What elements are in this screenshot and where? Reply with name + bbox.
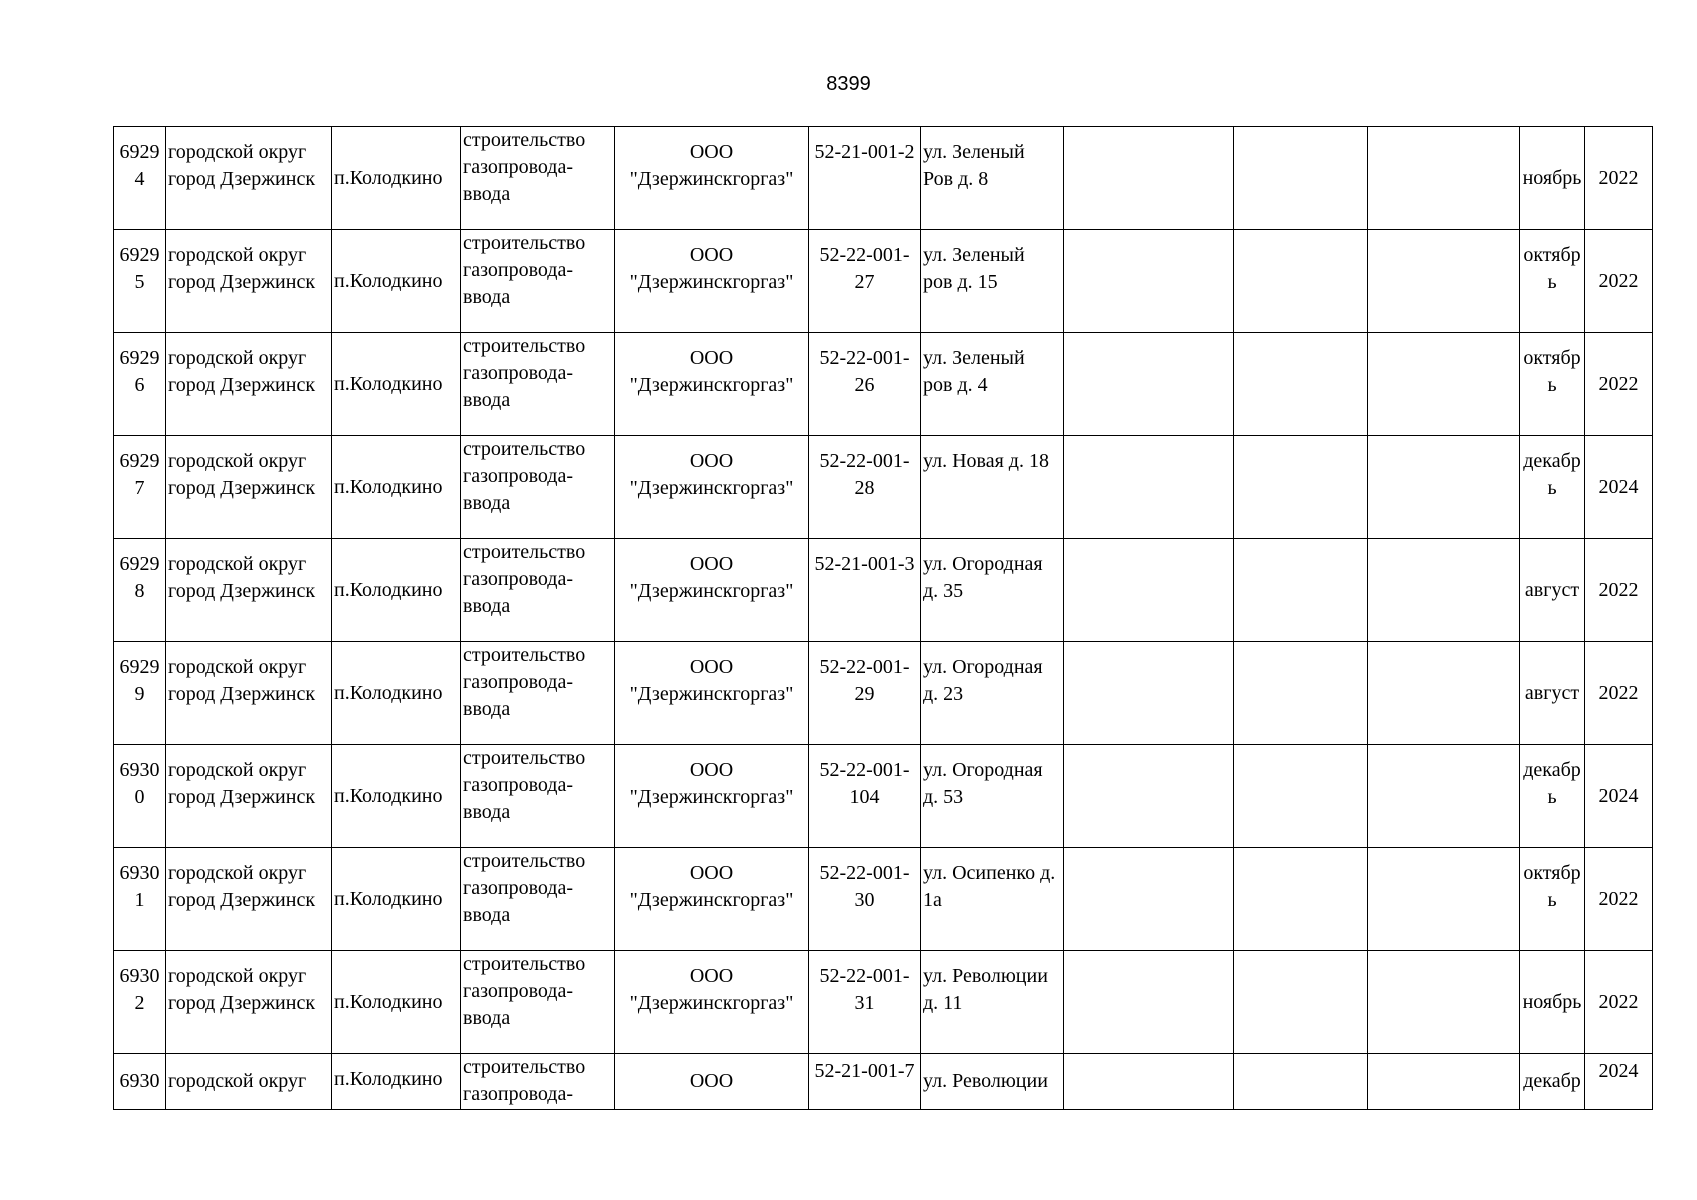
year-cell: 2024 — [1585, 1054, 1653, 1110]
address-cell — [921, 436, 1064, 539]
settlement-cell: п.Колодкино — [332, 848, 461, 951]
object-code-cell — [809, 1054, 921, 1110]
row-number-line: 6930 — [119, 759, 160, 781]
object-code-line: 52-22-001- — [819, 862, 910, 884]
object-code-line: 28 — [854, 477, 875, 499]
work-type-line: газопровода- — [463, 259, 574, 281]
organization-line: ООО — [689, 759, 734, 781]
object-code-line: 52-22-001- — [819, 244, 910, 266]
month-line: октябр — [1523, 862, 1581, 884]
object-code-cell — [809, 127, 921, 230]
organization-line: "Дзержинскгоргаз" — [629, 271, 794, 293]
year-cell: 2024 — [1585, 745, 1653, 848]
address-cell — [921, 1054, 1064, 1110]
row-number-line: 1 — [134, 889, 145, 911]
object-code-line: 31 — [854, 992, 875, 1014]
work-type-cell — [461, 951, 615, 1054]
address-line: ул. Огородная — [923, 553, 1043, 575]
table-row — [114, 848, 1653, 951]
work-type-line: строительство — [463, 541, 586, 563]
address-line: ул. Зеленый — [923, 347, 1025, 369]
district-line: городской округ — [168, 1070, 307, 1092]
district-cell — [166, 951, 332, 1054]
settlement-cell: п.Колодкино — [332, 951, 461, 1054]
empty-cell — [1234, 642, 1368, 745]
month-line: ноябрь — [1522, 166, 1582, 189]
work-type-line: строительство — [463, 438, 586, 460]
address-line: ул. Зеленый — [923, 244, 1025, 266]
table-row — [114, 436, 1653, 539]
object-code-line: 26 — [854, 374, 875, 396]
district-line: город Дзержинск — [168, 992, 316, 1014]
row-number-cell — [114, 539, 166, 642]
month-cell — [1520, 848, 1585, 951]
address-line: ров д. 15 — [923, 271, 998, 293]
address-line: д. 53 — [923, 786, 964, 808]
organization-line: ООО — [689, 347, 734, 369]
row-number-line: 0 — [134, 786, 145, 808]
work-type-cell — [461, 1054, 615, 1110]
row-number-line: 2 — [134, 992, 145, 1014]
settlement-cell: п.Колодкино — [332, 333, 461, 436]
organization-line: ООО — [689, 450, 734, 472]
organization-line: "Дзержинскгоргаз" — [629, 889, 794, 911]
empty-cell — [1064, 333, 1234, 436]
settlement-cell: п.Колодкино — [332, 436, 461, 539]
work-type-cell — [461, 642, 615, 745]
organization-line: ООО — [689, 141, 734, 163]
empty-cell — [1064, 745, 1234, 848]
address-line: Ров д. 8 — [923, 168, 989, 190]
object-code-cell — [809, 230, 921, 333]
work-type-line: ввода — [463, 801, 511, 823]
object-code-line: 52-22-001- — [819, 759, 910, 781]
object-code-line: 104 — [849, 786, 880, 808]
district-line: город Дзержинск — [168, 580, 316, 602]
address-line: ул. Новая д. 18 — [923, 450, 1049, 472]
district-line: городской округ — [168, 656, 307, 678]
row-number-cell — [114, 333, 166, 436]
district-line: город Дзержинск — [168, 889, 316, 911]
work-type-cell — [461, 436, 615, 539]
object-code-line: 52-22-001- — [819, 965, 910, 987]
row-number-line: 6929 — [119, 141, 160, 163]
object-code-line: 52-22-001- — [819, 656, 910, 678]
row-number-line: 4 — [134, 168, 145, 190]
organization-cell — [615, 230, 809, 333]
work-type-line: строительство — [463, 644, 586, 666]
work-type-line: строительство — [463, 129, 586, 151]
table-row — [114, 951, 1653, 1054]
organization-line: ООО — [689, 862, 734, 884]
month-line: декабр — [1523, 759, 1581, 781]
work-type-line: ввода — [463, 1007, 511, 1029]
district-cell — [166, 127, 332, 230]
organization-line: "Дзержинскгоргаз" — [629, 580, 794, 602]
address-line: ул. Осипенко д. — [923, 862, 1056, 884]
work-type-line: газопровода- — [463, 156, 574, 178]
settlement-cell: п.Колодкино — [332, 127, 461, 230]
address-line: ул. Огородная — [923, 759, 1043, 781]
row-number-line: 6930 — [119, 1070, 160, 1092]
object-code-line: 52-21-001-7 — [814, 1060, 915, 1082]
district-cell — [166, 230, 332, 333]
work-type-line: ввода — [463, 183, 511, 205]
empty-cell — [1234, 745, 1368, 848]
row-number-cell — [114, 127, 166, 230]
organization-cell — [615, 1054, 809, 1110]
district-line: город Дзержинск — [168, 271, 316, 293]
month-line: ь — [1547, 271, 1557, 293]
address-cell — [921, 745, 1064, 848]
district-line: городской округ — [168, 553, 307, 575]
address-line: ров д. 4 — [923, 374, 988, 396]
year-cell: 2022 — [1585, 951, 1653, 1054]
district-line: город Дзержинск — [168, 683, 316, 705]
object-code-cell — [809, 848, 921, 951]
organization-line: ООО — [689, 965, 734, 987]
work-type-line: газопровода- — [463, 877, 574, 899]
empty-cell — [1064, 642, 1234, 745]
work-type-line: ввода — [463, 595, 511, 617]
work-type-cell — [461, 745, 615, 848]
page-number: 8399 — [826, 73, 871, 95]
work-type-line: ввода — [463, 389, 511, 411]
year-cell: 2022 — [1585, 539, 1653, 642]
district-cell — [166, 333, 332, 436]
address-line: ул. Революции — [923, 965, 1048, 987]
row-number-line: 5 — [134, 271, 145, 293]
organization-line: ООО — [689, 553, 734, 575]
work-type-line: строительство — [463, 850, 586, 872]
month-cell — [1520, 1054, 1585, 1110]
month-line: октябр — [1523, 244, 1581, 266]
row-number-line: 6929 — [119, 244, 160, 266]
organization-line: "Дзержинскгоргаз" — [629, 477, 794, 499]
organization-cell — [615, 436, 809, 539]
table-row — [114, 539, 1653, 642]
organization-cell — [615, 127, 809, 230]
row-number-line: 6930 — [119, 862, 160, 884]
month-cell — [1520, 333, 1585, 436]
empty-cell — [1064, 127, 1234, 230]
row-number-line: 6930 — [119, 965, 160, 987]
address-cell — [921, 951, 1064, 1054]
object-code-line: 29 — [854, 683, 875, 705]
month-line: декабр — [1523, 450, 1581, 472]
empty-cell — [1234, 539, 1368, 642]
empty-cell — [1368, 436, 1520, 539]
empty-cell — [1368, 539, 1520, 642]
row-number-cell — [114, 745, 166, 848]
district-line: городской округ — [168, 244, 307, 266]
work-type-cell — [461, 230, 615, 333]
district-line: город Дзержинск — [168, 477, 316, 499]
row-number-cell — [114, 436, 166, 539]
organization-cell — [615, 951, 809, 1054]
organization-cell — [615, 642, 809, 745]
work-type-line: строительство — [463, 335, 586, 357]
month-line: ь — [1547, 374, 1557, 396]
object-code-cell — [809, 745, 921, 848]
district-line: город Дзержинск — [168, 168, 316, 190]
month-line: октябр — [1523, 347, 1581, 369]
address-cell — [921, 230, 1064, 333]
empty-cell — [1368, 333, 1520, 436]
row-number-line: 7 — [134, 477, 145, 499]
address-line: ул. Огородная — [923, 656, 1043, 678]
month-line: ноябрь — [1522, 990, 1582, 1013]
table-row — [114, 127, 1653, 230]
work-type-line: газопровода- — [463, 671, 574, 693]
empty-cell — [1064, 230, 1234, 333]
object-code-cell — [809, 436, 921, 539]
address-line: 1а — [923, 889, 942, 911]
month-line: ь — [1547, 889, 1557, 911]
district-line: городской округ — [168, 141, 307, 163]
organization-line: "Дзержинскгоргаз" — [629, 683, 794, 705]
work-type-line: газопровода- — [463, 774, 574, 796]
month-line: август — [1524, 681, 1580, 704]
empty-cell — [1234, 436, 1368, 539]
year-cell: 2024 — [1585, 436, 1653, 539]
organization-cell — [615, 539, 809, 642]
district-cell — [166, 436, 332, 539]
district-line: городской округ — [168, 759, 307, 781]
year-cell: 2022 — [1585, 848, 1653, 951]
work-type-cell — [461, 539, 615, 642]
empty-cell — [1064, 436, 1234, 539]
empty-cell — [1368, 745, 1520, 848]
month-cell — [1520, 951, 1585, 1054]
organization-cell — [615, 745, 809, 848]
year-cell: 2022 — [1585, 230, 1653, 333]
address-line: д. 23 — [923, 683, 964, 705]
settlement-cell: п.Колодкино — [332, 230, 461, 333]
work-type-line: ввода — [463, 698, 511, 720]
settlement-cell: п.Колодкино — [332, 745, 461, 848]
row-number-line: 6 — [134, 374, 145, 396]
object-code-cell — [809, 333, 921, 436]
work-type-line: строительство — [463, 1056, 586, 1078]
address-line: ул. Революции — [923, 1070, 1048, 1092]
month-cell — [1520, 127, 1585, 230]
organization-line: ООО — [689, 656, 734, 678]
work-type-line: газопровода- — [463, 980, 574, 1002]
object-code-line: 30 — [854, 889, 875, 911]
empty-cell — [1234, 848, 1368, 951]
settlement-cell: п.Колодкино — [332, 642, 461, 745]
empty-cell — [1064, 848, 1234, 951]
empty-cell — [1234, 1054, 1368, 1110]
object-code-line: 52-21-001-3 — [814, 553, 915, 575]
row-number-line: 6929 — [119, 553, 160, 575]
month-line: август — [1524, 578, 1580, 601]
work-type-cell — [461, 333, 615, 436]
district-line: городской округ — [168, 862, 307, 884]
empty-cell — [1234, 230, 1368, 333]
row-number-line: 8 — [134, 580, 145, 602]
work-type-cell — [461, 848, 615, 951]
district-line: городской округ — [168, 965, 307, 987]
object-code-cell — [809, 951, 921, 1054]
district-line: городской округ — [168, 450, 307, 472]
empty-cell — [1064, 539, 1234, 642]
work-type-cell — [461, 127, 615, 230]
empty-cell — [1234, 951, 1368, 1054]
empty-cell — [1234, 127, 1368, 230]
address-cell — [921, 539, 1064, 642]
district-line: город Дзержинск — [168, 786, 316, 808]
gasification-table — [113, 126, 1653, 1110]
table-row — [114, 230, 1653, 333]
empty-cell — [1368, 1054, 1520, 1110]
table-row — [114, 333, 1653, 436]
year-cell: 2022 — [1585, 127, 1653, 230]
month-cell — [1520, 230, 1585, 333]
empty-cell — [1368, 642, 1520, 745]
work-type-line: ввода — [463, 904, 511, 926]
row-number-line: 6929 — [119, 450, 160, 472]
work-type-line: строительство — [463, 953, 586, 975]
work-type-line: газопровода- — [463, 362, 574, 384]
table-row — [114, 745, 1653, 848]
year-cell: 2022 — [1585, 333, 1653, 436]
row-number-line: 9 — [134, 683, 145, 705]
organization-line: "Дзержинскгоргаз" — [629, 168, 794, 190]
month-cell — [1520, 436, 1585, 539]
work-type-line: газопровода- — [463, 1083, 574, 1105]
row-number-line: 6929 — [119, 347, 160, 369]
address-cell — [921, 333, 1064, 436]
month-line: ь — [1547, 786, 1557, 808]
month-line: ь — [1547, 477, 1557, 499]
empty-cell — [1234, 333, 1368, 436]
empty-cell — [1368, 848, 1520, 951]
month-cell — [1520, 539, 1585, 642]
district-cell — [166, 539, 332, 642]
object-code-line: 52-22-001- — [819, 450, 910, 472]
month-cell — [1520, 642, 1585, 745]
address-line: ул. Зеленый — [923, 141, 1025, 163]
object-code-line: 52-21-001-2 — [814, 141, 915, 163]
district-line: город Дзержинск — [168, 374, 316, 396]
work-type-line: газопровода- — [463, 465, 574, 487]
address-cell — [921, 848, 1064, 951]
table-row — [114, 642, 1653, 745]
row-number-line: 6929 — [119, 656, 160, 678]
row-number-cell — [114, 951, 166, 1054]
year-cell: 2022 — [1585, 642, 1653, 745]
table-body — [114, 127, 1653, 1110]
settlement-cell: п.Колодкино — [332, 539, 461, 642]
district-cell — [166, 642, 332, 745]
empty-cell — [1064, 1054, 1234, 1110]
address-cell — [921, 642, 1064, 745]
organization-line: "Дзержинскгоргаз" — [629, 374, 794, 396]
month-line: декабр — [1523, 1070, 1581, 1092]
empty-cell — [1368, 951, 1520, 1054]
work-type-line: ввода — [463, 492, 511, 514]
row-number-cell — [114, 848, 166, 951]
address-line: д. 11 — [923, 992, 963, 1014]
organization-line: "Дзержинскгоргаз" — [629, 786, 794, 808]
district-line: городской округ — [168, 347, 307, 369]
organization-cell — [615, 848, 809, 951]
object-code-cell — [809, 539, 921, 642]
row-number-cell — [114, 230, 166, 333]
district-cell — [166, 1054, 332, 1110]
organization-line: ООО — [689, 244, 734, 266]
empty-cell — [1064, 951, 1234, 1054]
organization-cell — [615, 333, 809, 436]
work-type-line: строительство — [463, 232, 586, 254]
empty-cell — [1368, 230, 1520, 333]
table-row — [114, 1054, 1653, 1110]
organization-line: "Дзержинскгоргаз" — [629, 992, 794, 1014]
empty-cell — [1368, 127, 1520, 230]
address-line: д. 35 — [923, 580, 964, 602]
object-code-cell — [809, 642, 921, 745]
address-cell — [921, 127, 1064, 230]
organization-line: ООО — [689, 1070, 734, 1092]
month-cell — [1520, 745, 1585, 848]
work-type-line: строительство — [463, 747, 586, 769]
district-cell — [166, 848, 332, 951]
object-code-line: 52-22-001- — [819, 347, 910, 369]
object-code-line: 27 — [854, 271, 875, 293]
work-type-line: газопровода- — [463, 568, 574, 590]
work-type-line: ввода — [463, 286, 511, 308]
row-number-cell — [114, 642, 166, 745]
row-number-cell — [114, 1054, 166, 1110]
settlement-cell: п.Колодкино — [332, 1054, 461, 1110]
district-cell — [166, 745, 332, 848]
